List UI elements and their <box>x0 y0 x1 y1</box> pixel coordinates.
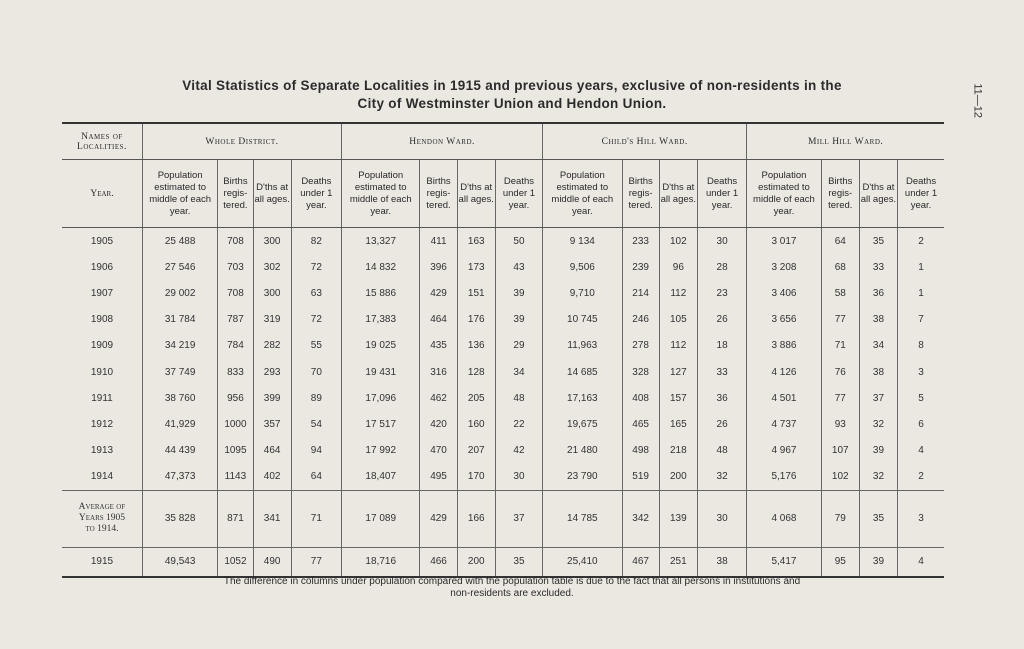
col-header-population: Population estimated to middle of each year. <box>747 160 821 228</box>
col-header-population: Population estimated to middle of each year. <box>342 160 420 228</box>
names-of-localities-header: Names of Localities. <box>62 123 142 160</box>
value-cell: 35 <box>495 547 542 577</box>
average-value-cell: 871 <box>218 490 253 547</box>
table-row <box>62 280 944 306</box>
value-cell: 1143 <box>218 464 253 491</box>
value-cell: 462 <box>420 385 457 411</box>
value-cell: 19,675 <box>543 411 622 437</box>
value-cell: 251 <box>659 547 697 577</box>
table-body <box>62 228 944 577</box>
value-cell: 1095 <box>218 438 253 464</box>
value-cell: 3 <box>898 359 944 385</box>
value-cell: 170 <box>457 464 495 491</box>
value-cell: 207 <box>457 438 495 464</box>
title-line-2: City of Westminster Union and Hendon Union. <box>357 96 667 111</box>
value-cell: 49,543 <box>142 547 217 577</box>
value-cell: 39 <box>495 280 542 306</box>
value-cell: 17 517 <box>342 411 420 437</box>
value-cell: 18,407 <box>342 464 420 491</box>
value-cell: 3 208 <box>747 254 821 280</box>
col-header-deaths: D'ths at all ages. <box>253 160 291 228</box>
year-cell: 1905 <box>90 235 114 247</box>
table-row <box>62 333 944 359</box>
value-cell: 787 <box>218 307 253 333</box>
value-cell: 54 <box>291 411 341 437</box>
footnote-line-1: The difference in columns under population compared with the population table is due to the fact that all persons in institutions and <box>223 576 801 587</box>
value-cell: 319 <box>253 307 291 333</box>
footnote-line-2: non-residents are excluded. <box>450 588 574 599</box>
page-number: 11—12 <box>972 83 984 118</box>
value-cell: 17 992 <box>342 438 420 464</box>
value-cell: 34 <box>859 333 897 359</box>
value-cell: 2 <box>898 228 944 255</box>
value-cell: 246 <box>622 307 659 333</box>
value-cell: 302 <box>253 254 291 280</box>
value-cell: 39 <box>859 438 897 464</box>
value-cell: 34 219 <box>142 333 217 359</box>
value-cell: 4 126 <box>747 359 821 385</box>
average-value-cell: 71 <box>291 490 341 547</box>
value-cell: 70 <box>291 359 341 385</box>
value-cell: 55 <box>291 333 341 359</box>
value-cell: 63 <box>291 280 341 306</box>
value-cell: 5,176 <box>747 464 821 491</box>
value-cell: 703 <box>218 254 253 280</box>
value-cell: 411 <box>420 228 457 255</box>
value-cell: 278 <box>622 333 659 359</box>
value-cell: 17,383 <box>342 307 420 333</box>
year-cell: 1912 <box>90 418 114 430</box>
value-cell: 357 <box>253 411 291 437</box>
value-cell: 466 <box>420 547 457 577</box>
value-cell: 64 <box>291 464 341 491</box>
value-cell: 19 431 <box>342 359 420 385</box>
value-cell: 127 <box>659 359 697 385</box>
value-cell: 36 <box>697 385 746 411</box>
value-cell: 1052 <box>218 547 253 577</box>
value-cell: 22 <box>495 411 542 437</box>
value-cell: 28 <box>697 254 746 280</box>
year-cell: 1913 <box>90 445 114 457</box>
table-row <box>62 385 944 411</box>
value-cell: 6 <box>898 411 944 437</box>
average-value-cell: 429 <box>420 490 457 547</box>
value-cell: 107 <box>821 438 859 464</box>
value-cell: 39 <box>859 547 897 577</box>
value-cell: 42 <box>495 438 542 464</box>
value-cell: 29 <box>495 333 542 359</box>
value-cell: 300 <box>253 280 291 306</box>
value-cell: 43 <box>495 254 542 280</box>
value-cell: 48 <box>697 438 746 464</box>
value-cell: 708 <box>218 280 253 306</box>
value-cell: 102 <box>821 464 859 491</box>
average-value-cell: 37 <box>495 490 542 547</box>
value-cell: 1000 <box>218 411 253 437</box>
value-cell: 89 <box>291 385 341 411</box>
value-cell: 399 <box>253 385 291 411</box>
value-cell: 176 <box>457 307 495 333</box>
value-cell: 112 <box>659 280 697 306</box>
value-cell: 95 <box>821 547 859 577</box>
value-cell: 205 <box>457 385 495 411</box>
value-cell: 157 <box>659 385 697 411</box>
value-cell: 26 <box>697 307 746 333</box>
value-cell: 420 <box>420 411 457 437</box>
value-cell: 1 <box>898 254 944 280</box>
value-cell: 467 <box>622 547 659 577</box>
value-cell: 77 <box>821 385 859 411</box>
value-cell: 200 <box>659 464 697 491</box>
value-cell: 105 <box>659 307 697 333</box>
value-cell: 519 <box>622 464 659 491</box>
value-cell: 956 <box>218 385 253 411</box>
value-cell: 77 <box>291 547 341 577</box>
value-cell: 9,710 <box>543 280 622 306</box>
value-cell: 30 <box>697 228 746 255</box>
average-value-cell: 17 089 <box>342 490 420 547</box>
value-cell: 26 <box>697 411 746 437</box>
value-cell: 33 <box>697 359 746 385</box>
value-cell: 17,096 <box>342 385 420 411</box>
value-cell: 44 439 <box>142 438 217 464</box>
year-cell: 1907 <box>90 287 114 299</box>
value-cell: 14 685 <box>543 359 622 385</box>
value-cell: 34 <box>495 359 542 385</box>
value-cell: 38 760 <box>142 385 217 411</box>
value-cell: 36 <box>859 280 897 306</box>
value-cell: 165 <box>659 411 697 437</box>
value-cell: 112 <box>659 333 697 359</box>
value-cell: 37 749 <box>142 359 217 385</box>
value-cell: 470 <box>420 438 457 464</box>
col-header-deaths: D'ths at all ages. <box>659 160 697 228</box>
table-row <box>62 438 944 464</box>
table-row <box>62 307 944 333</box>
table-row <box>62 411 944 437</box>
average-value-cell: 139 <box>659 490 697 547</box>
value-cell: 396 <box>420 254 457 280</box>
value-cell: 136 <box>457 333 495 359</box>
value-cell: 15 886 <box>342 280 420 306</box>
childs-hill-ward-header: Child's Hill Ward. <box>543 123 747 160</box>
value-cell: 18 <box>697 333 746 359</box>
value-cell: 495 <box>420 464 457 491</box>
value-cell: 48 <box>495 385 542 411</box>
value-cell: 233 <box>622 228 659 255</box>
value-cell: 163 <box>457 228 495 255</box>
value-cell: 58 <box>821 280 859 306</box>
col-header-population: Population estimated to middle of each year. <box>142 160 217 228</box>
value-cell: 25,410 <box>543 547 622 577</box>
value-cell: 71 <box>821 333 859 359</box>
col-header-deaths-under-1: Deaths under 1 year. <box>495 160 542 228</box>
col-header-deaths-under-1: Deaths under 1 year. <box>697 160 746 228</box>
value-cell: 1 <box>898 280 944 306</box>
value-cell: 5,417 <box>747 547 821 577</box>
value-cell: 490 <box>253 547 291 577</box>
value-cell: 25 488 <box>142 228 217 255</box>
average-value-cell: 4 068 <box>747 490 821 547</box>
title-line-1: Vital Statistics of Separate Localities in 1915 and previous years, exclusive of non-residents in the <box>182 78 842 93</box>
year-cell: 1910 <box>90 366 114 378</box>
value-cell: 29 002 <box>142 280 217 306</box>
year-cell: 1908 <box>90 314 114 326</box>
value-cell: 14 832 <box>342 254 420 280</box>
year-cell: 1914 <box>90 471 114 483</box>
average-value-cell: 35 <box>859 490 897 547</box>
value-cell: 72 <box>291 254 341 280</box>
value-cell: 435 <box>420 333 457 359</box>
value-cell: 200 <box>457 547 495 577</box>
value-cell: 64 <box>821 228 859 255</box>
average-value-cell: 79 <box>821 490 859 547</box>
value-cell: 328 <box>622 359 659 385</box>
value-cell: 102 <box>659 228 697 255</box>
year-cell: 1915 <box>62 547 142 577</box>
value-cell: 4 <box>898 438 944 464</box>
value-cell: 96 <box>659 254 697 280</box>
value-cell: 429 <box>420 280 457 306</box>
value-cell: 293 <box>253 359 291 385</box>
value-cell: 465 <box>622 411 659 437</box>
value-cell: 39 <box>495 307 542 333</box>
table-row <box>62 359 944 385</box>
value-cell: 2 <box>898 464 944 491</box>
value-cell: 21 480 <box>543 438 622 464</box>
col-header-births: Births regis-tered. <box>420 160 457 228</box>
table-row <box>62 254 944 280</box>
value-cell: 5 <box>898 385 944 411</box>
value-cell: 128 <box>457 359 495 385</box>
value-cell: 3 656 <box>747 307 821 333</box>
value-cell: 300 <box>253 228 291 255</box>
table-row-1915 <box>62 547 944 577</box>
value-cell: 7 <box>898 307 944 333</box>
value-cell: 50 <box>495 228 542 255</box>
value-cell: 11,963 <box>543 333 622 359</box>
value-cell: 3 017 <box>747 228 821 255</box>
value-cell: 784 <box>218 333 253 359</box>
value-cell: 408 <box>622 385 659 411</box>
value-cell: 32 <box>859 464 897 491</box>
value-cell: 160 <box>457 411 495 437</box>
value-cell: 33 <box>859 254 897 280</box>
col-header-population: Population estimated to middle of each year. <box>543 160 622 228</box>
value-cell: 82 <box>291 228 341 255</box>
average-row <box>62 490 944 547</box>
vital-statistics-table <box>62 122 944 578</box>
value-cell: 4 <box>898 547 944 577</box>
value-cell: 19 025 <box>342 333 420 359</box>
value-cell: 464 <box>253 438 291 464</box>
value-cell: 72 <box>291 307 341 333</box>
value-cell: 498 <box>622 438 659 464</box>
col-header-births: Births regis-tered. <box>622 160 659 228</box>
col-header-births: Births regis-tered. <box>821 160 859 228</box>
table-row <box>62 228 944 255</box>
value-cell: 282 <box>253 333 291 359</box>
year-header: Year. <box>62 160 142 228</box>
value-cell: 32 <box>859 411 897 437</box>
average-label: Average of Years 1905 to 1914. <box>62 490 142 547</box>
value-cell: 38 <box>697 547 746 577</box>
average-value-cell: 3 <box>898 490 944 547</box>
value-cell: 239 <box>622 254 659 280</box>
value-cell: 35 <box>859 228 897 255</box>
average-value-cell: 30 <box>697 490 746 547</box>
value-cell: 173 <box>457 254 495 280</box>
value-cell: 8 <box>898 333 944 359</box>
value-cell: 32 <box>697 464 746 491</box>
value-cell: 30 <box>495 464 542 491</box>
value-cell: 4 737 <box>747 411 821 437</box>
value-cell: 833 <box>218 359 253 385</box>
value-cell: 37 <box>859 385 897 411</box>
value-cell: 27 546 <box>142 254 217 280</box>
value-cell: 4 501 <box>747 385 821 411</box>
value-cell: 316 <box>420 359 457 385</box>
whole-district-header: Whole District. <box>142 123 341 160</box>
value-cell: 4 967 <box>747 438 821 464</box>
average-value-cell: 14 785 <box>543 490 622 547</box>
value-cell: 94 <box>291 438 341 464</box>
value-cell: 10 745 <box>543 307 622 333</box>
value-cell: 3 406 <box>747 280 821 306</box>
col-header-deaths: D'ths at all ages. <box>859 160 897 228</box>
value-cell: 9 134 <box>543 228 622 255</box>
table-row <box>62 464 944 491</box>
value-cell: 76 <box>821 359 859 385</box>
col-header-births: Births regis-tered. <box>218 160 253 228</box>
value-cell: 151 <box>457 280 495 306</box>
col-header-deaths-under-1: Deaths under 1 year. <box>898 160 944 228</box>
value-cell: 68 <box>821 254 859 280</box>
value-cell: 23 <box>697 280 746 306</box>
year-cell: 1906 <box>90 261 114 273</box>
value-cell: 77 <box>821 307 859 333</box>
value-cell: 18,716 <box>342 547 420 577</box>
col-header-deaths: D'ths at all ages. <box>457 160 495 228</box>
value-cell: 38 <box>859 359 897 385</box>
average-value-cell: 35 828 <box>142 490 217 547</box>
average-value-cell: 342 <box>622 490 659 547</box>
value-cell: 214 <box>622 280 659 306</box>
value-cell: 464 <box>420 307 457 333</box>
mill-hill-ward-header: Mill Hill Ward. <box>747 123 944 160</box>
value-cell: 47,373 <box>142 464 217 491</box>
hendon-ward-header: Hendon Ward. <box>342 123 543 160</box>
average-value-cell: 166 <box>457 490 495 547</box>
value-cell: 17,163 <box>543 385 622 411</box>
value-cell: 41,929 <box>142 411 217 437</box>
value-cell: 708 <box>218 228 253 255</box>
average-value-cell: 341 <box>253 490 291 547</box>
value-cell: 218 <box>659 438 697 464</box>
value-cell: 31 784 <box>142 307 217 333</box>
value-cell: 3 886 <box>747 333 821 359</box>
value-cell: 9,506 <box>543 254 622 280</box>
year-cell: 1909 <box>90 340 114 352</box>
value-cell: 38 <box>859 307 897 333</box>
value-cell: 13,327 <box>342 228 420 255</box>
value-cell: 93 <box>821 411 859 437</box>
value-cell: 402 <box>253 464 291 491</box>
value-cell: 23 790 <box>543 464 622 491</box>
year-cell: 1911 <box>91 392 113 404</box>
col-header-deaths-under-1: Deaths under 1 year. <box>291 160 341 228</box>
